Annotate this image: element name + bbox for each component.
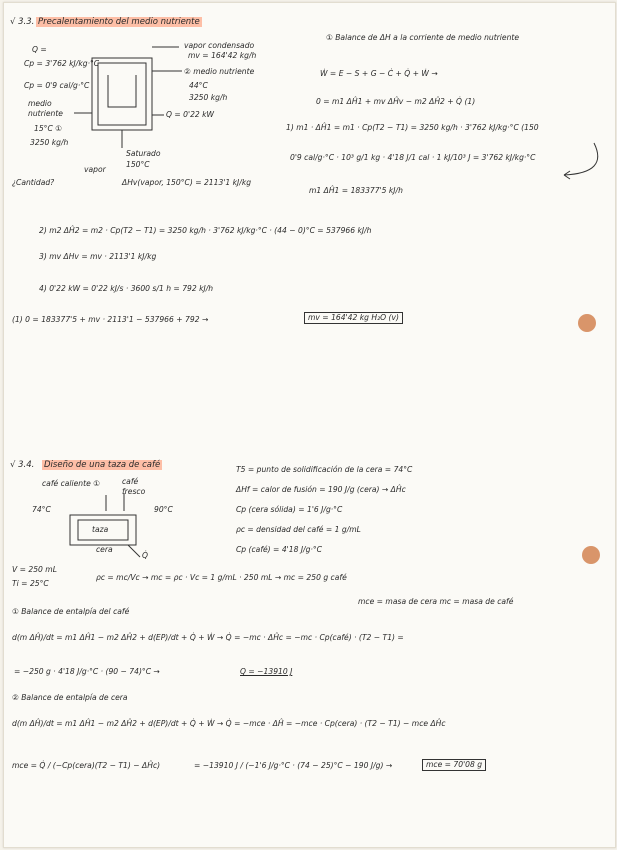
- notebook-page: [3, 2, 616, 848]
- diag-m-dot: mv = 164'42 kg/h: [188, 51, 257, 60]
- section-title-3-3: Precalentamiento del medio nutriente: [38, 17, 200, 27]
- eq-final: (1) 0 = 183377'5 + mv · 2113'1 − 537966 + 792 →: [12, 315, 209, 324]
- eq-step-3: 3) mv ΔHv = mv · 2113'1 kJ/kg: [39, 252, 157, 261]
- diag-vapor: vapor: [84, 165, 106, 174]
- result-mv: mv = 164'42 kg H₂O (v): [304, 312, 403, 324]
- diag-q-loss: Q = 0'22 kW: [166, 110, 215, 119]
- section-title-3-4: Diseño de una taza de café: [44, 460, 161, 470]
- eq-step-1: 1) m1 · ΔĤ1 = m1 · Cp(T2 − T1) = 3250 kg/h · 3'762 kJ/kg·°C (150: [286, 123, 539, 132]
- result-mce: mce = 70'08 g: [422, 759, 486, 771]
- diag-flow-in: 3250 kg/h: [30, 138, 69, 147]
- diag-cantidad: ¿Cantidad?: [12, 178, 55, 187]
- def-dhf: ΔHf = calor de fusión = 190 J/g (cera) → ΔĤc: [236, 485, 406, 494]
- def-cp-cera: Cp (cera sólida) = 1'6 J/g·°C: [236, 505, 343, 514]
- balance-1-result: Q = −13910 J: [240, 667, 293, 676]
- balance-1-eq: d(m ΔĤ)/dt = m1 ΔĤ1 − m2 ΔĤ2 + d(EP)/dt + Q̇ + Ẇ → Q̇ = −mc · ΔĤc = −mc · Cp(café) · (T2 − T1) =: [12, 633, 404, 642]
- def-ts: T5 = punto de solidificación de la cera = 74°C: [236, 465, 413, 474]
- eq-general: Ẇ = E − S + G − Ċ + Q̇ + Ẇ →: [320, 69, 438, 78]
- mce-fraction-right: = −13910 J / (−1'6 J/g·°C · (74 − 25)°C − 190 J/g) →: [194, 761, 393, 770]
- balance-1-heading: ① Balance de entalpía del café: [12, 607, 130, 616]
- eq-step-2: 2) m2 ΔĤ2 = m2 · Cp(T2 − T1) = 3250 kg/h · 3'762 kJ/kg·°C · (44 − 0)°C = 537966 kJ/h: [39, 226, 372, 235]
- mass-eq: ρc = mc/Vc → mc = ρc · Vc = 1 g/mL · 250 mL → mc = 250 g café: [96, 573, 347, 582]
- mce-fraction-left: mce = Q̇ / (−Cp(cera)(T2 − T1) − ΔĤc): [12, 761, 161, 770]
- def-cp-cafe: Cp (café) = 4'18 J/g·°C: [236, 545, 322, 554]
- balance-1-res-pre: = −250 g · 4'18 J/g·°C · (90 − 74)°C →: [14, 667, 160, 676]
- eq-conversion: 0'9 cal/g·°C · 10³ g/1 kg · 4'18 J/1 cal · 1 kJ/10³ J = 3'762 kJ/kg·°C: [290, 153, 536, 162]
- section-number-3-3: √ 3.3.: [10, 17, 35, 27]
- temp-74-label: 74°C: [32, 505, 51, 514]
- hole-punch-2: [582, 546, 600, 564]
- temp-90-label: 90°C: [154, 505, 173, 514]
- volume-label: V = 250 mL: [12, 565, 57, 574]
- diag-q: Q =: [32, 45, 47, 54]
- balance-2-eq: d(m ΔĤ)/dt = m1 ΔĤ1 − m2 ΔĤ2 + d(EP)/dt + Q̇ + Ẇ → Q̇ = −mce · ΔĤ = −mce · Cp(cera) · (T2 − T1) − mce ΔĤc: [12, 719, 446, 728]
- taza-label: taza: [92, 525, 109, 534]
- diag-cp-kj: Cp = 3'762 kJ/kg·°C: [24, 59, 100, 68]
- eq-step-4: 4) 0'22 kW = 0'22 kJ/s · 3600 s/1 h = 792 kJ/h: [39, 284, 214, 293]
- section-number-3-4: √ 3.4.: [10, 460, 35, 470]
- balance-2-heading: ② Balance de entalpía de cera: [12, 693, 128, 702]
- diag-vapor-condensado: vapor condensado: [184, 41, 255, 50]
- cera-label: cera: [96, 545, 113, 554]
- def-rho-cafe: ρc = densidad del café = 1 g/mL: [236, 525, 361, 534]
- diag-nutriente: nutriente: [28, 109, 63, 118]
- diag-medio: medio: [28, 99, 52, 108]
- diag-flow-out: 3250 kg/h: [189, 93, 228, 102]
- diag-temp-in: 15°C ①: [34, 124, 62, 133]
- diag-t-sat: 150°C: [126, 160, 150, 169]
- mce-def: mce = masa de cera mc = masa de café: [358, 597, 514, 606]
- cafe-caliente-label: café caliente ①: [42, 479, 100, 488]
- eq-balance: 0 = m1 ΔĤ1 + mv ΔĤv − m2 ΔĤ2 + Q̇ (1): [316, 97, 476, 106]
- diag-temp-out: 44°C: [189, 81, 208, 90]
- ti-label: Ti = 25°C: [12, 579, 49, 588]
- cafe-fresco-label: café fresco: [122, 477, 146, 496]
- diag-medio-out: ② medio nutriente: [184, 67, 255, 76]
- eq-step-1-result: m1 ΔĤ1 = 183377'5 kJ/h: [309, 186, 403, 195]
- q-label: Q̇: [142, 551, 148, 560]
- diag-saturado: Saturado: [126, 149, 161, 158]
- balance-heading-3-3: ① Balance de ΔH a la corriente de medio nutriente: [326, 33, 520, 42]
- diag-dh-vap: ΔHv(vapor, 150°C) = 2113'1 kJ/kg: [122, 178, 252, 187]
- diag-cp-cal: Cp = 0'9 cal/g·°C: [24, 81, 90, 90]
